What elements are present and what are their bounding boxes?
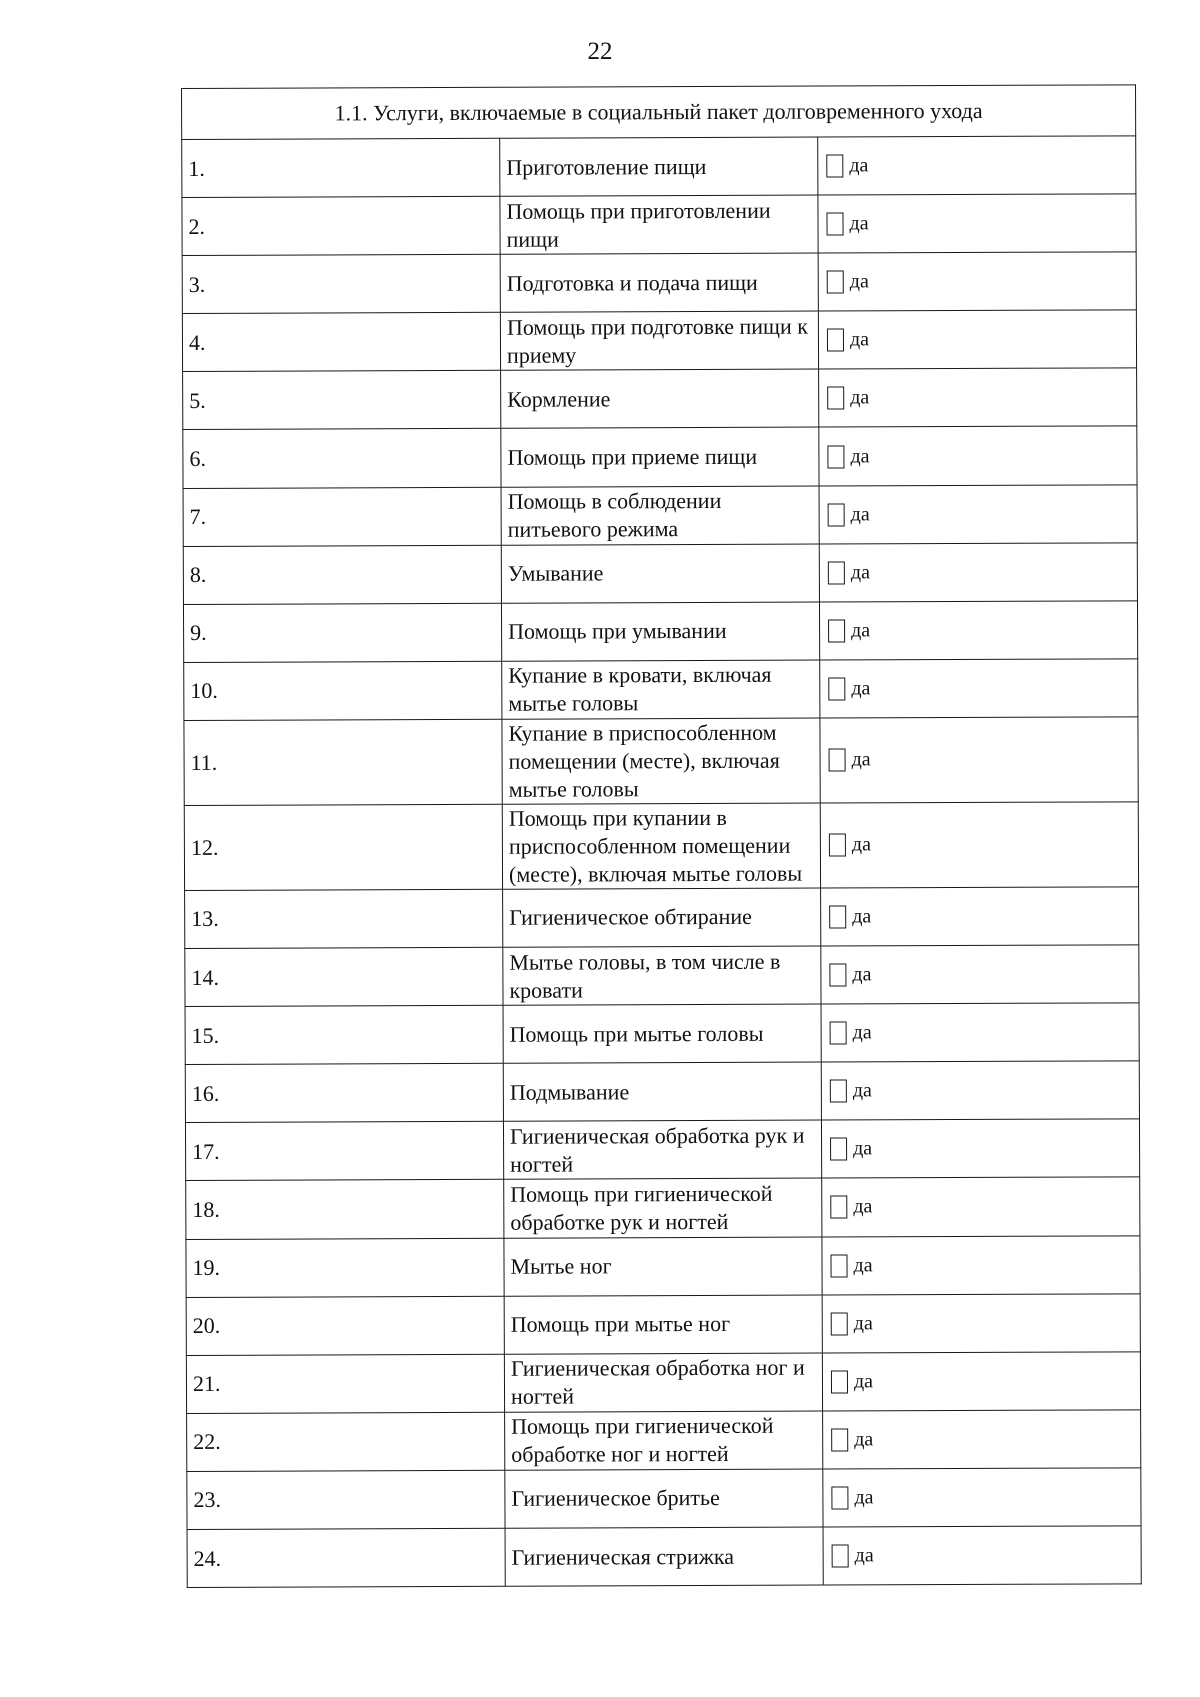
checkbox-yes[interactable]: [820, 618, 1137, 642]
service-name: Мытье головы, в том числе в кровати: [503, 946, 821, 1005]
checkbox-label: да: [849, 328, 870, 351]
checkbox-label: да: [851, 677, 871, 700]
checkbox-yes[interactable]: [822, 1079, 1139, 1103]
checkbox-yes[interactable]: [820, 676, 1137, 700]
checkbox-icon[interactable]: [827, 271, 844, 294]
service-name: Подготовка и подача пищи: [500, 253, 818, 312]
item-number: 14.: [185, 947, 503, 1006]
item-number: 4.: [182, 313, 500, 372]
checkbox-icon[interactable]: [826, 213, 843, 236]
checkbox-cell: [819, 426, 1137, 485]
checkbox-label: да: [853, 1253, 873, 1276]
table-row: [186, 1293, 1140, 1355]
service-name: Помощь в соблюдении питьевого режима: [501, 486, 819, 545]
checkbox-label: да: [851, 833, 872, 856]
service-name: Помощь при купании в приспособленном помещении (месте), включая мытье головы: [502, 803, 820, 889]
checkbox-cell: [819, 484, 1137, 543]
checkbox-yes[interactable]: [819, 270, 1136, 294]
checkbox-icon[interactable]: [829, 905, 846, 928]
checkbox-cell: [822, 1352, 1140, 1411]
service-name: Купание в приспособленном помещении (месте), включая мытье головы: [502, 718, 820, 804]
table-row: [187, 1468, 1141, 1530]
service-name: Гигиеническая обработка рук и ногтей: [503, 1120, 821, 1179]
checkbox-cell: [818, 194, 1136, 253]
checkbox-cell: [823, 1526, 1141, 1585]
checkbox-label: да: [850, 561, 870, 584]
item-number: 22.: [187, 1412, 505, 1471]
checkbox-yes[interactable]: [822, 1021, 1139, 1045]
table-row: [186, 1235, 1140, 1297]
checkbox-label: да: [849, 154, 869, 177]
table-row: [183, 542, 1137, 604]
table-row: [187, 1410, 1141, 1472]
checkbox-yes[interactable]: [821, 904, 1138, 928]
checkbox-icon[interactable]: [828, 619, 845, 642]
checkbox-yes[interactable]: [821, 833, 1138, 857]
checkbox-yes[interactable]: [821, 962, 1138, 986]
checkbox-cell: [821, 1119, 1139, 1178]
service-name: Помощь при мытье головы: [503, 1004, 821, 1063]
service-name: Гигиеническое бритье: [505, 1469, 823, 1528]
checkbox-yes[interactable]: [824, 1543, 1141, 1567]
checkbox-yes[interactable]: [822, 1253, 1139, 1277]
services-table: [181, 84, 1142, 1588]
page-number: 22: [587, 38, 613, 65]
item-number: 7.: [183, 487, 501, 546]
checkbox-cell: [821, 945, 1139, 1004]
checkbox-cell: [819, 368, 1137, 427]
checkbox-icon[interactable]: [826, 155, 843, 178]
section-title: 1.1. Услуги, включаемые в социальный пакет долговременного ухода: [182, 85, 1136, 140]
checkbox-icon[interactable]: [830, 1022, 847, 1045]
service-name: Гигиеническая обработка ног и ногтей: [504, 1353, 822, 1412]
checkbox-label: да: [849, 212, 869, 235]
table-row: [183, 426, 1137, 488]
item-number: 13.: [185, 889, 503, 948]
item-number: 10.: [184, 661, 502, 720]
checkbox-label: да: [851, 748, 871, 771]
checkbox-yes[interactable]: [823, 1427, 1140, 1451]
checkbox-label: да: [850, 386, 870, 409]
item-number: 11.: [184, 719, 502, 805]
checkbox-yes[interactable]: [821, 748, 1138, 772]
checkbox-icon[interactable]: [832, 1544, 849, 1567]
service-name: Гигиеническое обтирание: [503, 888, 821, 947]
service-name: Умывание: [501, 544, 819, 603]
service-name: Помощь при подготовке пищи к приему: [500, 311, 818, 370]
table-row: [184, 717, 1138, 806]
table-row: [185, 1003, 1139, 1065]
checkbox-icon[interactable]: [827, 329, 844, 352]
checkbox-yes[interactable]: [822, 1137, 1139, 1161]
checkbox-icon[interactable]: [829, 964, 846, 987]
footer-scan-mark: [700, 1688, 880, 1697]
checkbox-yes[interactable]: [819, 386, 1136, 410]
checkbox-label: да: [854, 1428, 874, 1451]
checkbox-yes[interactable]: [820, 502, 1137, 526]
checkbox-icon[interactable]: [827, 445, 844, 468]
table-row: [185, 887, 1139, 949]
checkbox-icon[interactable]: [830, 1080, 847, 1103]
checkbox-label: да: [849, 270, 869, 293]
checkbox-cell: [823, 1410, 1141, 1469]
checkbox-icon[interactable]: [830, 1196, 847, 1219]
checkbox-label: да: [853, 1195, 873, 1218]
item-number: 15.: [185, 1005, 503, 1064]
checkbox-icon[interactable]: [831, 1370, 848, 1393]
item-number: 19.: [186, 1238, 504, 1297]
table-row: [182, 194, 1136, 256]
table-row: [183, 601, 1137, 663]
service-name: Кормление: [501, 369, 819, 428]
item-number: 2.: [182, 196, 500, 255]
table-row: [185, 1061, 1139, 1123]
checkbox-label: да: [850, 502, 870, 526]
table-header-row: [182, 85, 1136, 140]
service-name: Помощь при гигиенической обработке ног и ногтей: [505, 1411, 823, 1470]
table-row: [182, 252, 1136, 314]
checkbox-icon[interactable]: [828, 503, 845, 526]
service-name: Подмывание: [503, 1062, 821, 1121]
checkbox-yes[interactable]: [818, 153, 1135, 177]
table-row: [184, 802, 1138, 891]
checkbox-cell: [818, 136, 1136, 195]
service-name: Помощь при гигиенической обработке рук и ногтей: [504, 1178, 822, 1237]
table-row: [182, 136, 1136, 198]
item-number: 23.: [187, 1470, 505, 1529]
item-number: 20.: [186, 1296, 504, 1355]
checkbox-cell: [820, 802, 1138, 888]
item-number: 9.: [183, 603, 501, 662]
checkbox-yes[interactable]: [823, 1311, 1140, 1335]
item-number: 16.: [185, 1063, 503, 1122]
service-name: Гигиеническая стрижка: [505, 1527, 823, 1586]
table-row: [183, 368, 1137, 430]
table-row: [186, 1177, 1140, 1239]
checkbox-cell: [820, 659, 1138, 718]
table-row: [187, 1526, 1141, 1588]
table-body: [182, 136, 1142, 1588]
service-name: Помощь при мытье ног: [504, 1295, 822, 1354]
checkbox-cell: [820, 717, 1138, 803]
item-number: 18.: [186, 1180, 504, 1239]
checkbox-yes[interactable]: [822, 1195, 1139, 1219]
table-row: [182, 310, 1136, 372]
checkbox-cell: [822, 1293, 1140, 1352]
checkbox-cell: [819, 601, 1137, 660]
item-number: 17.: [185, 1122, 503, 1181]
checkbox-yes[interactable]: [823, 1369, 1140, 1393]
checkbox-icon[interactable]: [830, 1254, 847, 1277]
service-name: Купание в кровати, включая мытье головы: [502, 660, 820, 719]
checkbox-yes[interactable]: [819, 444, 1136, 468]
checkbox-icon[interactable]: [829, 834, 846, 857]
checkbox-icon[interactable]: [831, 1428, 848, 1451]
table-row: [183, 484, 1137, 546]
item-number: 24.: [187, 1528, 505, 1587]
checkbox-cell: [819, 542, 1137, 601]
checkbox-icon[interactable]: [831, 1486, 848, 1509]
checkbox-cell: [818, 252, 1136, 311]
checkbox-icon[interactable]: [828, 561, 845, 584]
checkbox-yes[interactable]: [820, 560, 1137, 584]
checkbox-icon[interactable]: [830, 1138, 847, 1161]
service-name: Приготовление пищи: [500, 137, 818, 196]
checkbox-cell: [821, 1061, 1139, 1120]
table-row: [185, 1119, 1139, 1181]
checkbox-icon[interactable]: [829, 749, 846, 772]
item-number: 21.: [186, 1354, 504, 1413]
checkbox-yes[interactable]: [818, 211, 1135, 235]
checkbox-icon[interactable]: [831, 1312, 848, 1335]
item-number: 5.: [183, 371, 501, 430]
item-number: 3.: [182, 254, 500, 313]
checkbox-label: да: [851, 619, 871, 642]
checkbox-label: да: [852, 905, 872, 928]
checkbox-icon[interactable]: [828, 677, 845, 700]
service-name: Мытье ног: [504, 1237, 822, 1296]
checkbox-label: да: [852, 963, 872, 986]
checkbox-cell: [823, 1468, 1141, 1527]
item-number: 6.: [183, 429, 501, 488]
checkbox-label: да: [850, 444, 870, 467]
checkbox-label: да: [852, 1021, 872, 1044]
item-number: 1.: [182, 138, 500, 197]
checkbox-label: да: [853, 1311, 873, 1335]
checkbox-cell: [818, 310, 1136, 369]
service-name: Помощь при приготовлении пищи: [500, 195, 818, 254]
checkbox-cell: [821, 887, 1139, 946]
service-name: Помощь при умывании: [501, 602, 819, 661]
checkbox-cell: [822, 1235, 1140, 1294]
checkbox-label: да: [852, 1079, 872, 1102]
checkbox-cell: [821, 1003, 1139, 1062]
checkbox-cell: [822, 1177, 1140, 1236]
checkbox-label: да: [854, 1486, 874, 1509]
checkbox-label: да: [853, 1370, 874, 1393]
table-row: [186, 1352, 1140, 1414]
service-name: Помощь при приеме пищи: [501, 428, 819, 487]
checkbox-yes[interactable]: [823, 1485, 1140, 1509]
checkbox-label: да: [853, 1137, 873, 1160]
item-number: 8.: [183, 545, 501, 604]
checkbox-label: да: [854, 1544, 874, 1567]
checkbox-yes[interactable]: [819, 328, 1136, 352]
table-row: [185, 945, 1139, 1007]
item-number: 12.: [184, 804, 502, 890]
checkbox-icon[interactable]: [827, 387, 844, 410]
table-row: [184, 659, 1138, 721]
